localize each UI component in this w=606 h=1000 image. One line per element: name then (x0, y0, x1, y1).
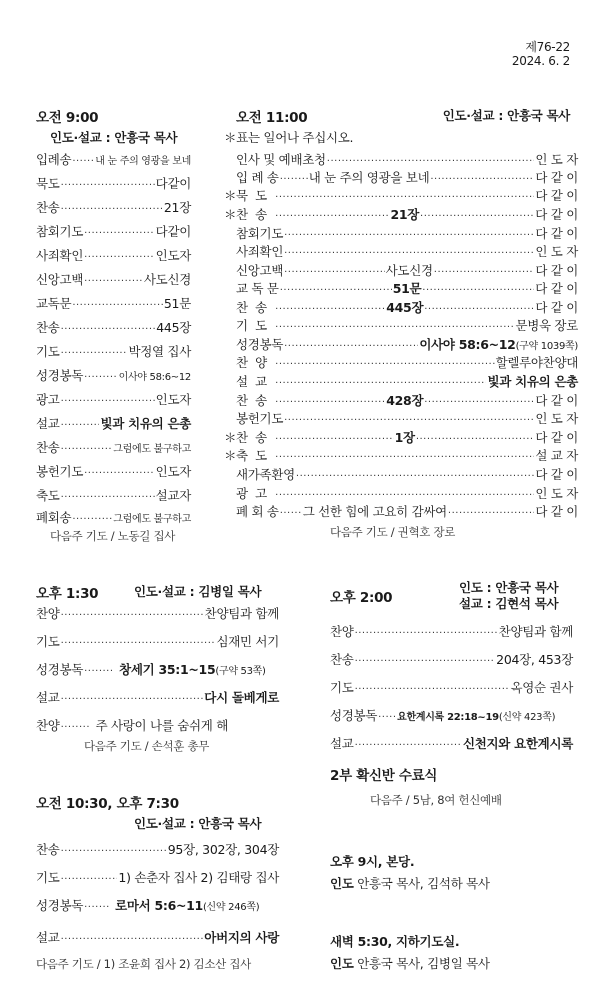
pm130-row: 설교 ····· 다시 돌베게로 (36, 688, 279, 706)
am11-stand-note: ＊표는 일어나 주십시오. (224, 130, 354, 145)
am11-row: 인사 및 예배초청 ····· 인 도 자 (224, 150, 578, 168)
pm130-row: 찬양 ····· 주 사랑이 나를 숨쉬게 해 (36, 716, 279, 734)
am9-row: 설교 ····· 빛과 치유의 은총 (36, 414, 191, 432)
pm9-lead-value: 안흥국 목사, 김석하 목사 (357, 876, 490, 891)
pm130-leaders: 인도·설교 : 김병일 목사 (134, 584, 262, 599)
am11-row: 찬송 ····· 428장 ····· 다 같 이 (224, 391, 578, 409)
pm200-title: 오후 2:00 (330, 590, 393, 606)
am11-row: 찬송 ····· 445장 ····· 다 같 이 (224, 298, 578, 316)
pm130-row: 기도 ····· 심재민 서기 (36, 632, 279, 650)
am11-row: ＊ 찬송 ····· 21장 ····· 다 같 이 (224, 205, 578, 223)
dawn-leaders (330, 954, 490, 972)
am1030-next-prayer: 다음주 기도 / 1) 조윤희 집사 2) 김소산 집사 (36, 957, 251, 971)
am1030-row: 성경봉독 ····· 로마서 5:6~11 (신약 246쪽) (36, 896, 279, 914)
am9-row: 봉헌기도 ····· 인도자 (36, 462, 191, 480)
pm130-next-prayer: 다음주 기도 / 손석훈 총무 (84, 739, 210, 753)
am11-row: 사죄확인 ····· 인 도 자 (224, 242, 578, 260)
pm200-row: 찬양 ····· 찬양팀과 함께 (330, 622, 573, 640)
pm130-row: 찬양 ····· 찬양팀과 함께 (36, 604, 279, 622)
am9-row: 성경봉독 ····· 이사야 58:6~12 (36, 366, 191, 384)
am9-row: 사죄확인 ····· 인도자 (36, 246, 191, 264)
dawn-title: 새벽 5:30, 지하기도실. (330, 934, 460, 949)
am9-row: 묵도 ····· 다같이 (36, 174, 191, 192)
am11-row: 기도 ····· 문병욱 장로 (224, 316, 578, 334)
am11-row: 광고 ····· 인 도 자 (224, 484, 578, 502)
dawn-lead-value: 안흥국 목사, 김병일 목사 (357, 956, 490, 971)
am9-row: 기도 ····· 박정열 집사 (36, 342, 191, 360)
am9-row: 신앙고백 ····· 사도신경 (36, 270, 191, 288)
am11-row: 찬양 ····· 할렐루야찬양대 (224, 353, 578, 371)
am11-row: 입 례 송 ····· 내 눈 주의 영광을 보네 ····· 다 같 이 (224, 168, 578, 186)
am9-row: 찬송 ····· 그럼에도 불구하고 (36, 438, 191, 456)
am11-row: 설교 ····· 빛과 치유의 은총 (224, 372, 578, 390)
am9-row: 참회기도 ····· 다같이 (36, 222, 191, 240)
dawn-lead-label: 인도 (330, 956, 354, 971)
am9-row: 축도 ····· 설교자 (36, 486, 191, 504)
issue-number: 제76-22 (525, 40, 570, 54)
am11-row: 새가족환영 ····· 다 같 이 (224, 465, 578, 483)
am1030-row: 찬송 ····· 95장, 302장, 304장 (36, 840, 279, 858)
am11-row: ＊ 찬송 ····· 1장 ····· 다 같 이 (224, 428, 578, 446)
am9-row: 폐회송 ····· 그럼에도 불구하고 (36, 508, 191, 526)
am1030-row: 기도 ····· 1) 손춘자 집사 2) 김태랑 집사 (36, 868, 279, 886)
am11-next-prayer: 다음주 기도 / 권혁호 장로 (330, 525, 456, 539)
am9-next-prayer: 다음주 기도 / 노동길 집사 (50, 529, 176, 543)
am9-row: 교독문 ····· 51문 (36, 294, 191, 312)
am9-row: 찬송 ····· 21장 (36, 198, 191, 216)
pm130-row: 성경봉독 ····· 창세기 35:1~15 (구약 53쪽) (36, 660, 279, 678)
am11-leaders: 인도·설교 : 안흥국 목사 (442, 108, 570, 123)
am11-title: 오전 11:00 (236, 110, 308, 126)
am11-row: 참회기도 ····· 다 같 이 (224, 224, 578, 242)
am1030-title: 오전 10:30, 오후 7:30 (36, 796, 179, 812)
pm9-title: 오후 9시, 본당. (330, 854, 415, 869)
am1030-row: 설교 ····· 아버지의 사랑 (36, 928, 279, 946)
am9-leaders: 인도·설교 : 안흥국 목사 (50, 130, 178, 145)
am11-row: 성경봉독 ····· 이사야 58:6~12 (구약 1039쪽) (224, 335, 578, 353)
am11-row: 교 독 문 ····· 51문 ····· 다 같 이 (224, 279, 578, 297)
pm200-row: 성경봉독 ····· 요한계시록 22:18~19 (신약 423쪽) (330, 706, 573, 724)
am9-row: 입례송 ····· 내 눈 주의 영광을 보네 (36, 150, 191, 168)
pm9-leaders (330, 874, 490, 892)
pm130-title: 오후 1:30 (36, 586, 99, 602)
pm200-leader-2: 설교 : 김현석 목사 (459, 596, 559, 611)
pm200-next: 다음주 / 5남, 8여 헌신예배 (370, 793, 502, 807)
bulletin-date: 2024. 6. 2 (511, 54, 570, 68)
am1030-leaders: 인도·설교 : 안흥국 목사 (134, 816, 262, 831)
am11-row: 신앙고백 ····· 사도신경 ····· 다 같 이 (224, 261, 578, 279)
pm200-leader-1: 인도 : 안흥국 목사 (459, 580, 559, 595)
am11-row: ＊ 묵도 ····· 다 같 이 (224, 186, 578, 204)
pm200-part2-title: 2부 확신반 수료식 (330, 768, 438, 784)
pm200-row: 기도 ····· 옥영순 권사 (330, 678, 573, 696)
pm200-row: 찬송 ····· 204장, 453장 (330, 650, 573, 668)
am9-title: 오전 9:00 (36, 110, 99, 126)
am11-row: 폐 회 송 ····· 그 선한 힘에 고요히 감싸여 ····· 다 같 이 (224, 502, 578, 520)
am11-row: 봉헌기도 ····· 인 도 자 (224, 409, 578, 427)
am11-row: ＊ 축도 ····· 설 교 자 (224, 446, 578, 464)
am9-row: 광고 ····· 인도자 (36, 390, 191, 408)
pm200-row: 설교 ····· 신천지와 요한계시록 (330, 734, 573, 752)
pm9-lead-label: 인도 (330, 876, 354, 891)
am9-row: 찬송 ····· 445장 (36, 318, 191, 336)
